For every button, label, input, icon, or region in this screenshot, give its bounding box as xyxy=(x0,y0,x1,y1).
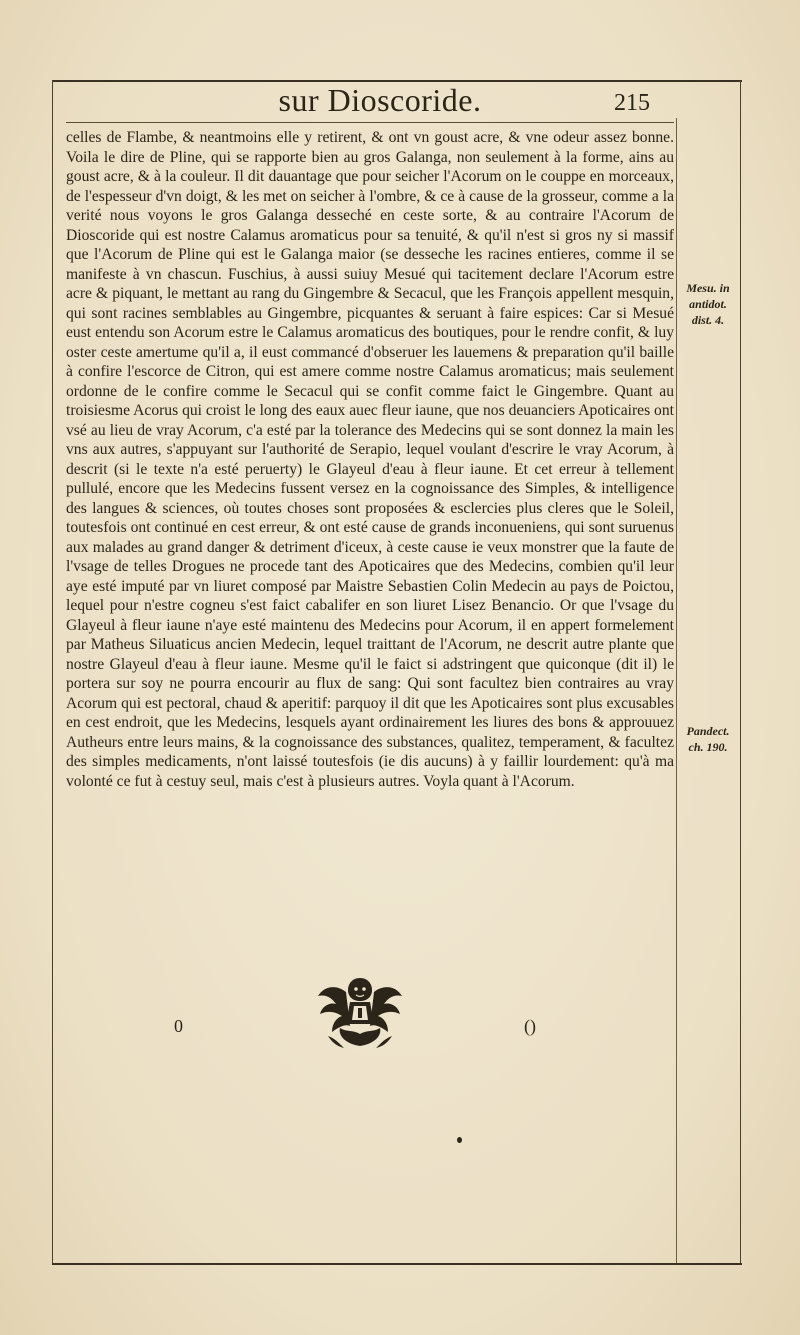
right-frame-line xyxy=(740,80,741,1263)
header-underline xyxy=(66,122,674,123)
left-frame-line xyxy=(52,80,53,1263)
margin-note-mesue: Mesu. in antidot. dist. 4. xyxy=(686,281,730,327)
body-text xyxy=(66,128,674,791)
text-column-rule xyxy=(676,118,677,1263)
page-number: 215 xyxy=(614,90,650,116)
catchword-mark-left: 0 xyxy=(174,1016,183,1036)
ink-spot xyxy=(457,1137,462,1143)
margin-note-pandect: Pandect. ch. 190. xyxy=(686,724,730,754)
running-head: sur Dioscoride. xyxy=(278,82,482,118)
bottom-rule xyxy=(52,1263,742,1265)
printer-ornament xyxy=(310,972,410,1052)
body-paragraph: celles de Flambe, & neantmoins elle y retirent, & ont vn goust acre, & vne odeur assez bonne. Voila le dire de Pline, qui se rapporte bien au gros Galanga, non seulement à la forme, ains au goust acre, & à la couleur. Il dit dauantage que pour seicher l'Acorum on le couppe en morceaux, de l'espesseur d'vn doigt, & les met on seicher à l'ombre, & ce à cause de la grosseur, comme a la verité nous voyons le gros Galanga desseché en ceste sorte, & au contraire l'Acorum de Dioscoride qui est nostre Calamus aromaticus pour sa tenuité, & qu'il n'est si gros ny si massif que l'Acorum de Pline qui est le Galanga maior (se desseche les racines entieres, comme il se manifeste à vn chascun. Fuschius, à aussi suiuy Mesué qui tacitement declare l'Acorum estre acre & piquant, le mettant au rang du Gingembre & Secacul, que les François appellent mesquin, qui sont racines semblables au Gingembre, picquantes & seruant à faire espices: Car si Mesué eust entendu son Acorum estre le Calamus aromaticus des boutiques, pour le rendre confit, & luy oster ceste amertume qu'il a, il eust commancé d'obseruer les lauemens & preparation qu'il baille à confire l'escorce de Citron, qui est amere comme nostre Calamus aromaticus; mais seulement ordonne de le confire comme le Secacul qui se confit comme faict le Gingembre. Quant au troisiesme Acorus qui croist le long des eaux auec fleur iaune, que nos deuanciers Apoticaires ont vsé au lieu de vray Acorum, c'a esté par la tolerance des Medecins qui se sont donnez la main les vns aux autres, s'appuyant sur l'authorité de Serapio, lequel voulant d'escrire le vray Acorum, à descrit (si le texte n'a esté peruerty) le Glayeul d'eau à fleur iaune. Et cet erreur à tellement pullulé, encore que les Medecins fussent versez en la cognoissance des Simples, & intelligence des langues & sciences, où toutes choses sont proposées & esclercies plus cleres que le Soleil, toutesfois ont continué en cest erreur, & ont esté cause de grands inconueniens, qui sont suruenus aux malades au grand danger & detriment d'iceux, à ceste cause ie veux monstrer que la faute de l'vsage de telles Drogues ne procede tant des Apoticaires que des Medecins, combien qu'il leur aye esté imputé par vn liuret composé par Maistre Sebastien Colin Medecin au pays de Poictou, lequel pour n'estre cogneu s'est faict cabalifer en son liuret Lisez Benancio. Or que l'vsage du Glayeul à fleur iaune n'aye esté maintenu des Medecins pour Acorum, il en appert formelement par Matheus Siluaticus ancien Medecin, lequel traittant de l'Acorum, ne descrit autre plante que nostre Glayeul d'eau à fleur iaune. Mesme qu'il le faict si adstringent que quiconque (dit il) le portera sur soy ne pourra encourir au flux de sang: Qui sont facultez bien contraires au vray Acorum qui est pectoral, chaud & aperitif: parquoy il dit que les Apoticaires sont plus excusables en cest endroit, que les Medecins, lesquels ayant ordinairement les liures des bons & approuuez Autheurs entre leurs mains, & la cognoissance des substances, qualitez, temperament, & facultez des simples medicaments, n'ont laissé toutesfois (ie dis aucuns) à y faillir lourdement: qu'à ma volonté ce fut à cestuy seul, mais c'est à plusieurs autres. Voyla quant à l'Acorum. xyxy=(66,129,674,790)
catchword-mark-right: () xyxy=(524,1016,536,1036)
